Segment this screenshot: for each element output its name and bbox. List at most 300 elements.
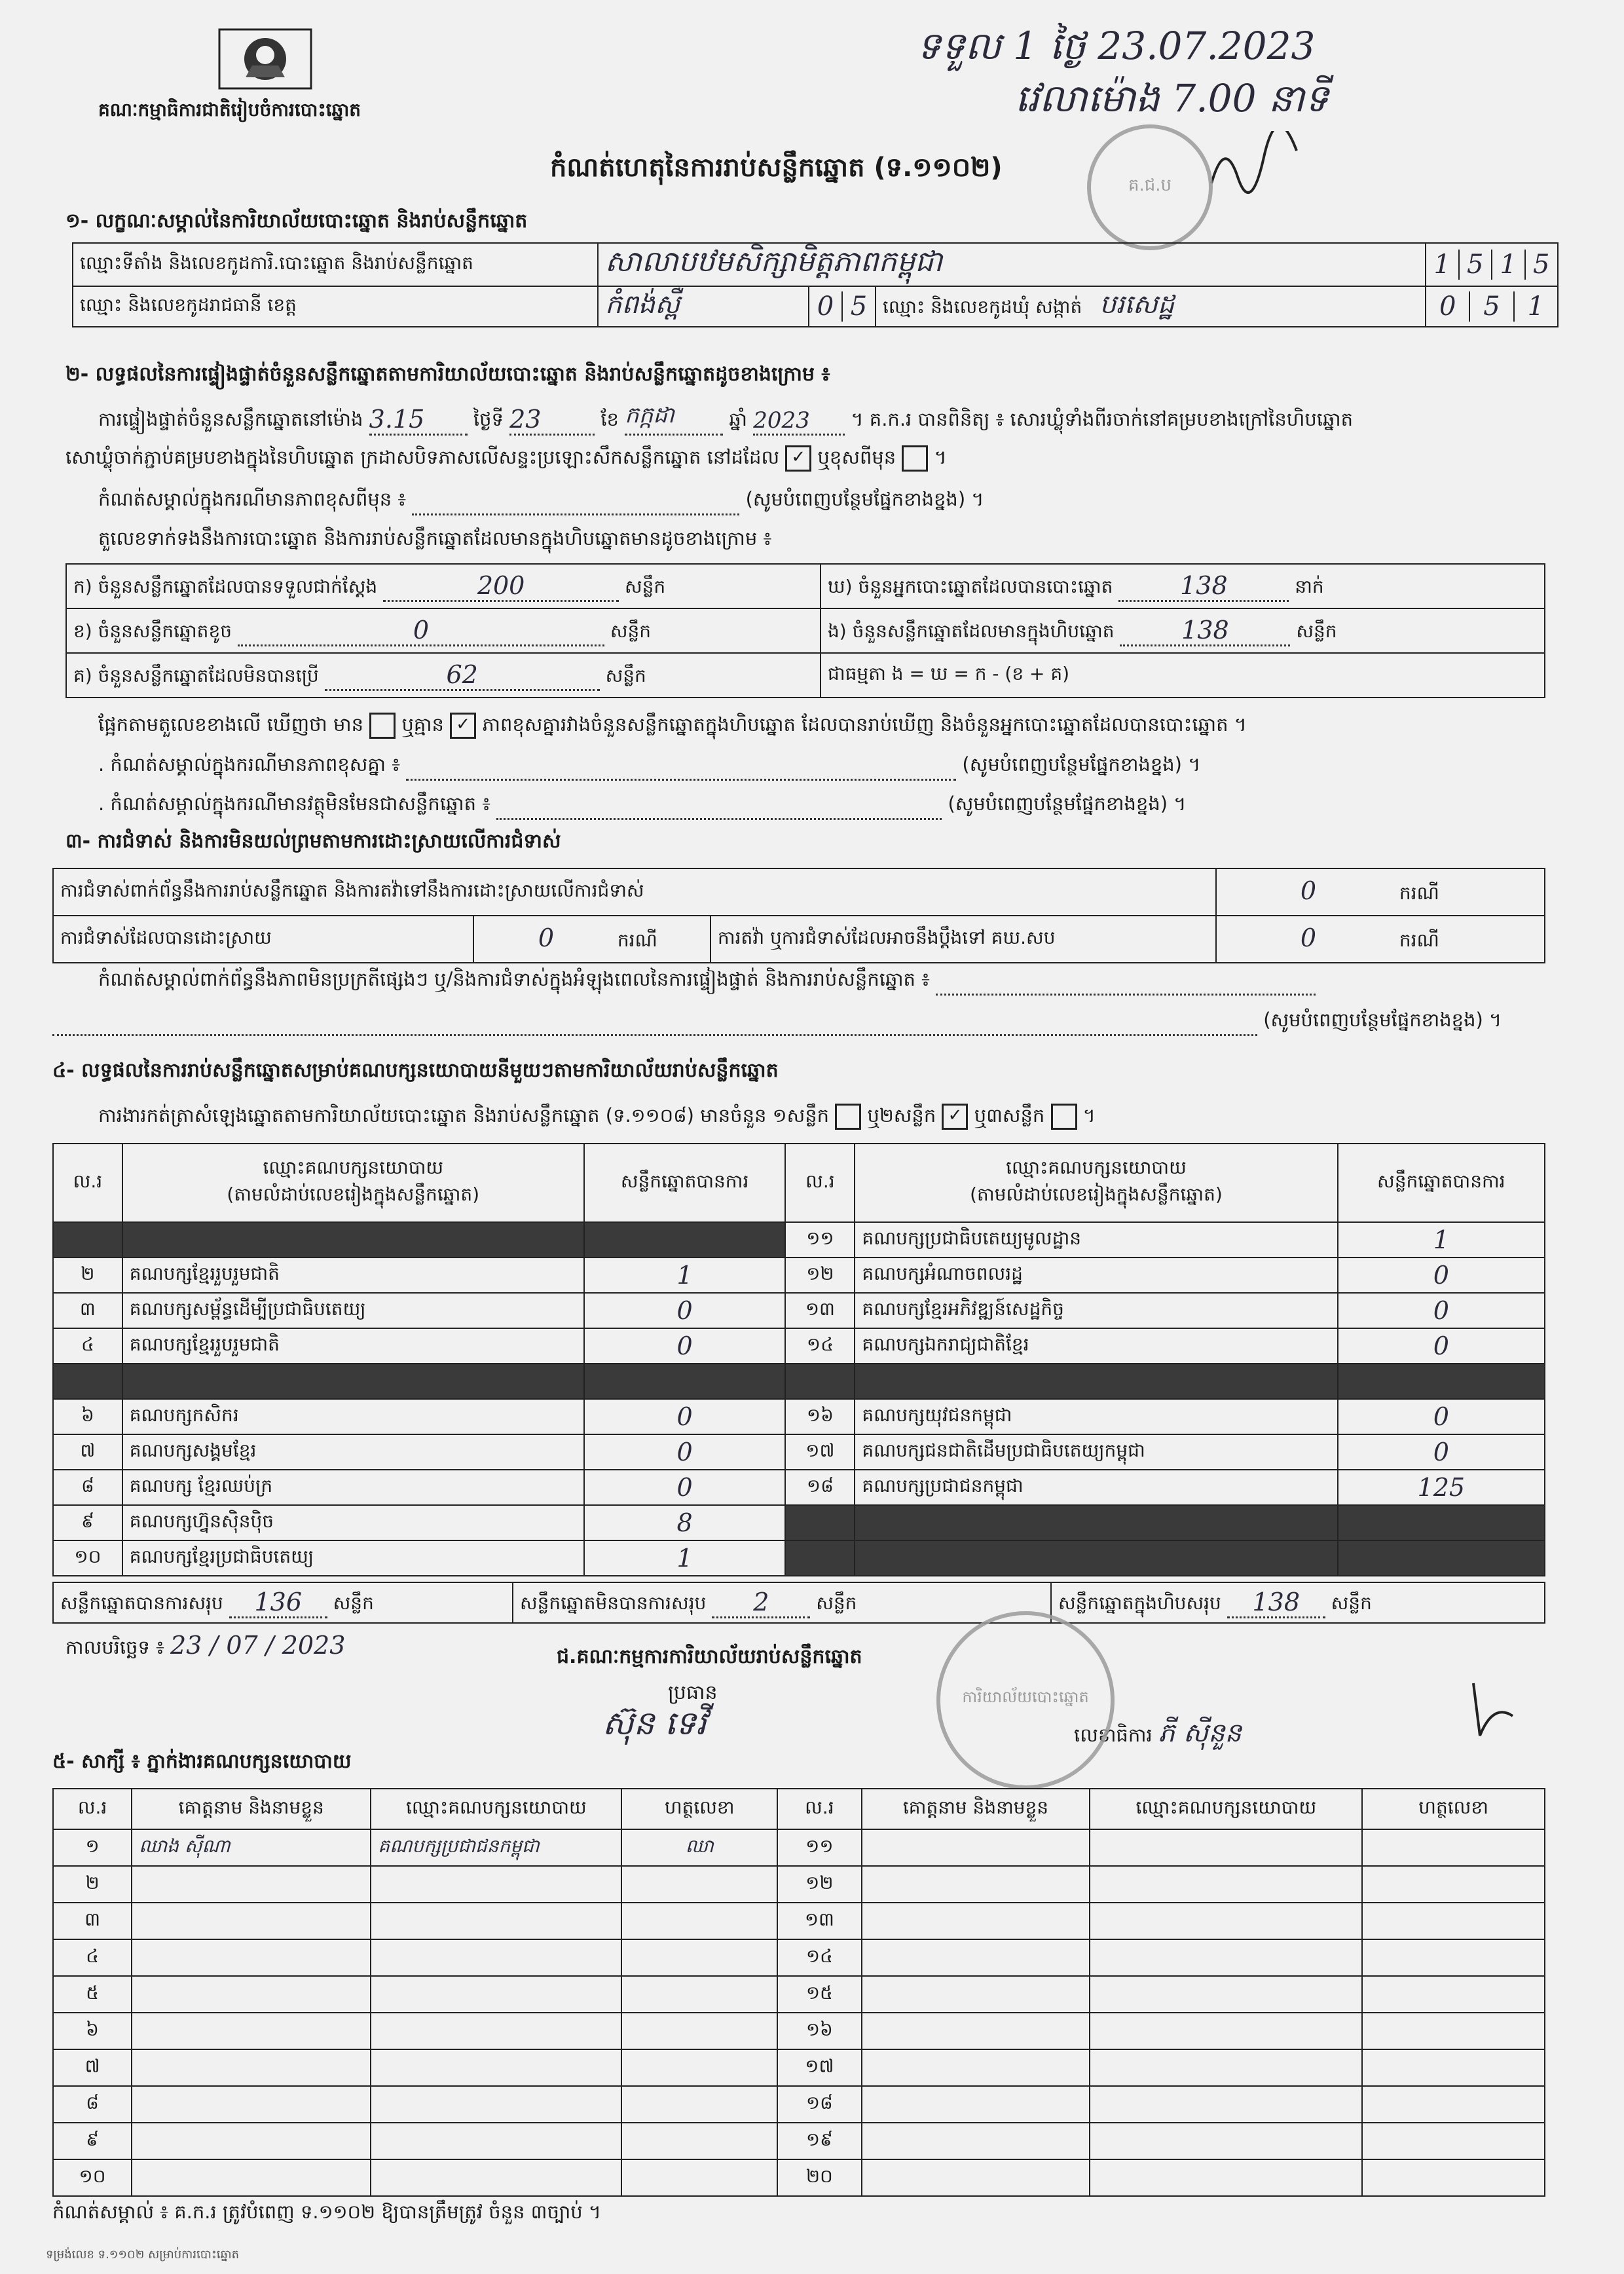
party-number: ៦ <box>53 1399 122 1434</box>
witness-name <box>862 1829 1090 1866</box>
party-votes: 1 <box>584 1540 786 1576</box>
witness-party <box>371 1866 621 1903</box>
witness-row <box>53 2123 1545 2159</box>
received-ballots-cell <box>66 564 821 608</box>
voters-value: 138 <box>1118 571 1289 602</box>
witness-row <box>53 2013 1545 2049</box>
col-party-title: ឈ្មោះគណបក្សនយោបាយ <box>1006 1157 1187 1178</box>
witness-signature <box>1362 2049 1545 2086</box>
witness-col-sign: ហត្ថលេខា <box>621 1789 777 1829</box>
tally-2-sheet-checkbox[interactable]: ✓ <box>942 1104 968 1130</box>
party-number <box>785 1540 855 1576</box>
committee-title: ជ.គណៈកម្មការការិយាល័យរាប់សន្លឹកឆ្នោត <box>557 1645 862 1668</box>
verify-month-value: កក្កដា <box>625 401 723 436</box>
col-party-left <box>122 1144 584 1222</box>
station-name-text: សាលាបឋមសិក្សាមិត្តភាពកម្ពុជា <box>605 245 943 278</box>
party-name: គណបក្សជនជាតិដើមប្រជាធិបតេយ្យកម្ពុជា <box>855 1434 1337 1470</box>
witness-table <box>52 1788 1545 2197</box>
witness-name <box>132 2013 371 2049</box>
witness-party <box>1090 1829 1362 1866</box>
section-1-heading: ១- លក្ខណៈសម្គាល់នៃការិយាល័យបោះឆ្នោត និងរាប់សន្លឹកឆ្នោត <box>65 210 528 233</box>
witness-name <box>862 2123 1090 2159</box>
party-votes: 1 <box>1338 1222 1545 1258</box>
verification-line-4: តួលេខទាក់ទងនឹងការបោះឆ្នោត និងការរាប់សន្លឹកឆ្នោតដែលមានក្នុងហិបឆ្នោតមានដូចខាងក្រោម ៖ <box>98 527 772 550</box>
secretary-label: លេខាធិការ <box>1074 1724 1153 1746</box>
case-unit: ករណី <box>1399 929 1439 951</box>
org-name: គណៈកម្មាធិការជាតិរៀបចំការបោះឆ្នោត <box>98 99 361 121</box>
case-unit: ករណី <box>1399 882 1439 904</box>
witness-signature <box>1362 2123 1545 2159</box>
tally-3-sheet-label: ឬ៣សន្លឹក <box>974 1104 1045 1127</box>
party-row <box>53 1293 1545 1328</box>
witness-col-no: ល.រ <box>53 1789 132 1829</box>
witness-row <box>53 1939 1545 1976</box>
nec-logo-icon <box>216 26 314 92</box>
seal-unchanged-checkbox[interactable]: ✓ <box>785 445 811 472</box>
witness-name <box>132 1976 371 2013</box>
witness-signature <box>1362 1903 1545 1939</box>
resolved-cell <box>473 916 710 963</box>
seal-changed-checkbox[interactable] <box>902 445 928 472</box>
party-number: ១៦ <box>785 1399 855 1434</box>
col-votes-right: សន្លឹកឆ្នោតបានការ <box>1338 1144 1545 1222</box>
witness-col-name-right: គោត្តនាម និងនាមខ្លួន <box>862 1789 1090 1829</box>
box-total-value: 138 <box>1227 1588 1325 1618</box>
party-row <box>53 1222 1545 1258</box>
station-code-digit: 5 <box>1460 250 1493 280</box>
witness-party <box>1090 2123 1362 2159</box>
party-name: គណបក្សខ្មែររួបរួមជាតិ <box>122 1258 584 1293</box>
seal-changed-label: ឬខុសពីមុន <box>817 446 896 468</box>
difference-no-checkbox[interactable]: ✓ <box>450 713 476 739</box>
party-results-table <box>52 1143 1545 1576</box>
irregularity-note-hint: (សូមបំពេញបន្ថែមផ្នែកខាងខ្នង) ។ <box>1263 1009 1502 1031</box>
invalid-total-label: សន្លឹកឆ្នោតមិនបានការសរុប <box>520 1592 707 1614</box>
witness-number: ១៤ <box>777 1939 861 1976</box>
witness-signature <box>1362 2086 1545 2123</box>
province-code-digit: 5 <box>850 291 868 322</box>
witness-row <box>53 1866 1545 1903</box>
witness-party <box>1090 2086 1362 2123</box>
receipt-line-2: វេលាម៉ោង 7.00 នាទី <box>1015 76 1329 121</box>
party-name: គណបក្សសង្គមខ្មែរ <box>122 1434 584 1470</box>
tally-1-sheet-checkbox[interactable] <box>835 1104 861 1130</box>
party-rows <box>53 1222 1545 1576</box>
tally-3-sheet-checkbox[interactable] <box>1051 1104 1077 1130</box>
party-name: គណបក្សខ្មែររួបរួមជាតិ <box>122 1328 584 1364</box>
unused-ballots-label: គ) ចំនួនសន្លឹកឆ្នោតដែលមិនបានប្រើ <box>73 664 319 686</box>
witness-col-name: គោត្តនាម និងនាមខ្លួន <box>132 1789 371 1829</box>
witness-col-party: ឈ្មោះគណបក្សនយោបាយ <box>371 1789 621 1829</box>
unused-ballots-value: 62 <box>325 660 600 691</box>
section-5-heading: ៥- សាក្សី ៖ ភ្នាក់ងារគណបក្សនយោបាយ <box>52 1750 352 1773</box>
party-votes: 0 <box>1338 1328 1545 1364</box>
party-number: ១៧ <box>785 1434 855 1470</box>
party-number: ១២ <box>785 1258 855 1293</box>
witness-party <box>371 1939 621 1976</box>
witness-row <box>53 1976 1545 2013</box>
verification-line-3 <box>98 488 984 515</box>
col-votes-left: សន្លឹកឆ្នោតបានការ <box>584 1144 786 1222</box>
commune-cell <box>876 286 1426 327</box>
commune-code-digit: 1 <box>1527 291 1545 322</box>
witness-name <box>862 1866 1090 1903</box>
col-party-subtitle: (តាមលំដាប់លេខរៀងក្នុងសន្លឹកឆ្នោត) <box>227 1184 480 1205</box>
party-row <box>53 1364 1545 1399</box>
tally-sheet-line: ការងារកត់ត្រាសំឡេងឆ្នោតតាមការិយាល័យបោះឆ្នោត និងរាប់សន្លឹកឆ្នោត (ទ.១១០៨) មានចំនួន ១សន្លឹក ឬ២សន្លឹក ✓ ឬ៣សន្លឹក ។ <box>98 1104 1096 1132</box>
witness-party <box>371 1976 621 2013</box>
witness-party: គណបក្សប្រជាជនកម្ពុជា <box>371 1829 621 1866</box>
party-number: ២ <box>53 1258 122 1293</box>
party-number: ៨ <box>53 1470 122 1505</box>
formula-text: ជាធម្មតា ង = ឃ = ក - (ខ + គ) <box>828 662 1070 684</box>
witness-number: ៨ <box>53 2086 132 2123</box>
party-name: គណបក្ស ខ្មែរឈប់ក្រ <box>122 1470 584 1505</box>
witness-number: ១៥ <box>777 1976 861 2013</box>
witness-signature <box>621 2086 777 2123</box>
verify-line-rest: ។ គ.ក.រ បានពិនិត្យ ៖ សោរឃ្លុំទាំងពីរចាក់នៅគម្របខាងក្រៅនៃហិបឆ្នោត <box>851 408 1354 430</box>
objection-table <box>52 868 1545 963</box>
witness-rows <box>53 1829 1545 2196</box>
stamp-middle <box>936 1611 1115 1789</box>
foreign-object-hint: (សូមបំពេញបន្ថែមផ្នែកខាងខ្នង) ។ <box>948 792 1187 815</box>
witness-number: ១១ <box>777 1829 861 1866</box>
witness-name <box>132 2049 371 2086</box>
party-number: ៧ <box>53 1434 122 1470</box>
witness-name <box>132 1866 371 1903</box>
witness-name <box>862 2049 1090 2086</box>
witness-signature <box>621 1866 777 1903</box>
difference-note-hint: (សូមបំពេញបន្ថែមផ្នែកខាងខ្នង) ។ <box>962 753 1201 775</box>
invalid-total-cell <box>513 1582 1051 1623</box>
station-code-digit: 1 <box>1492 250 1526 280</box>
party-number <box>53 1364 122 1399</box>
witness-signature <box>621 2123 777 2159</box>
witness-number: ៧ <box>53 2049 132 2086</box>
valid-total-cell <box>53 1582 513 1623</box>
witness-row <box>53 2159 1545 2196</box>
witness-signature <box>621 1976 777 2013</box>
spoiled-ballots-cell <box>66 608 821 653</box>
station-code-cell <box>1426 243 1558 286</box>
tally-2-sheet-label: ឬ២សន្លឹក <box>867 1104 936 1127</box>
objection-total-label: ការជំទាស់ពាក់ព័ន្ធនឹងការរាប់សន្លឹកឆ្នោត និងការតវ៉ាទៅនឹងការដោះស្រាយលើការជំទាស់ <box>53 868 1216 916</box>
unit-label: សន្លឹក <box>624 575 666 597</box>
party-name <box>122 1364 584 1399</box>
party-name <box>855 1540 1337 1576</box>
witness-party <box>371 2123 621 2159</box>
witness-signature <box>621 1903 777 1939</box>
party-row <box>53 1328 1545 1364</box>
totals-table <box>52 1582 1545 1624</box>
party-name: គណបក្សខ្មែរអភិវឌ្ឍន៍សេដ្ឋកិច្ច <box>855 1293 1337 1328</box>
objection-total-value: 0 <box>1300 876 1317 905</box>
station-identity-table <box>72 242 1559 327</box>
witness-name <box>862 1939 1090 1976</box>
party-name <box>855 1364 1337 1399</box>
ballots-in-box-value: 138 <box>1120 616 1290 646</box>
witness-party <box>1090 2013 1362 2049</box>
unit-label: សន្លឹក <box>610 620 652 642</box>
witness-signature <box>1362 1976 1545 2013</box>
party-votes <box>584 1364 786 1399</box>
stamp-middle-text: ការិយាល័យបោះឆ្នោត <box>962 1688 1089 1706</box>
witness-signature <box>1362 2013 1545 2049</box>
witness-party <box>1090 1866 1362 1903</box>
unit-label: សន្លឹក <box>333 1592 374 1614</box>
witness-name <box>132 2159 371 2196</box>
witness-number: ២ <box>53 1866 132 1903</box>
party-votes: 0 <box>1338 1399 1545 1434</box>
witness-name <box>862 2159 1090 2196</box>
party-number: ១១ <box>785 1222 855 1258</box>
witness-signature <box>1362 1866 1545 1903</box>
ballots-in-box-label: ង) ចំនួនសន្លឹកឆ្នោតដែលមានក្នុងហិបឆ្នោត <box>828 620 1115 642</box>
party-votes: 0 <box>1338 1293 1545 1328</box>
secretary-signature: ភី ស៊ីនួន <box>1158 1718 1242 1748</box>
section-3-heading: ៣- ការជំទាស់ និងការមិនយល់ព្រមតាមការដោះស្រាយលើការជំទាស់ <box>65 830 561 853</box>
witness-number: ៣ <box>53 1903 132 1939</box>
party-votes: 125 <box>1338 1470 1545 1505</box>
foreign-object-label: . កំណត់សម្គាល់ក្នុងករណីមានវត្ថុមិនមែនជាសន្លឹកឆ្នោត ៖ <box>98 792 491 815</box>
verify-time-label: ការផ្ទៀងផ្ទាត់ចំនួនសន្លឹកឆ្នោតនៅម៉ោង <box>98 408 363 430</box>
valid-total-label: សន្លឹកឆ្នោតបានការសរុប <box>60 1592 223 1614</box>
witness-name <box>862 2086 1090 2123</box>
station-code-digit: 5 <box>1533 250 1550 280</box>
commune-code-digit: 5 <box>1470 291 1514 322</box>
form-title: កំណត់ហេតុនៃការរាប់សន្លឹកឆ្នោត (ទ.១១០២) <box>550 153 1003 183</box>
witness-signature <box>621 2049 777 2086</box>
witness-number: ១៣ <box>777 1903 861 1939</box>
party-votes <box>1338 1540 1545 1576</box>
party-row <box>53 1470 1545 1505</box>
verify-month-label: ខែ <box>600 408 619 430</box>
tally-sheet-label: ការងារកត់ត្រាសំឡេងឆ្នោតតាមការិយាល័យបោះឆ្នោត និងរាប់សន្លឹកឆ្នោត (ទ.១១០៨) មានចំនួន ១សន្លឹក <box>98 1104 830 1127</box>
witness-col-party-right: ឈ្មោះគណបក្សនយោបាយ <box>1090 1789 1362 1829</box>
witness-number: ៦ <box>53 2013 132 2049</box>
witness-party <box>371 2159 621 2196</box>
party-row <box>53 1434 1545 1470</box>
witness-party <box>371 2049 621 2086</box>
col-party-title: ឈ្មោះគណបក្សនយោបាយ <box>263 1157 444 1178</box>
party-number <box>785 1364 855 1399</box>
president-signature: ស៊ុន ទេវី <box>602 1704 707 1742</box>
party-votes: 0 <box>584 1434 786 1470</box>
party-number <box>53 1222 122 1258</box>
witness-row <box>53 2049 1545 2086</box>
appeal-cell <box>1216 916 1545 963</box>
witness-party <box>1090 1939 1362 1976</box>
irregularity-note-line <box>98 968 1316 996</box>
verify-year-label: ឆ្នាំ <box>729 408 748 430</box>
witness-signature <box>1362 2159 1545 2196</box>
party-name: គណបក្សខ្មែរប្រជាធិបតេយ្យ <box>122 1540 584 1576</box>
witness-number: ១ <box>53 1829 132 1866</box>
verify-day-label: ថ្ងៃទី <box>473 408 504 430</box>
signature-mark <box>1205 131 1303 196</box>
witness-signature <box>621 2159 777 2196</box>
party-name: គណបក្សហ្វ៊ុនស៊ិនប៉ិច <box>122 1505 584 1540</box>
witness-signature <box>621 2013 777 2049</box>
witness-signature <box>1362 1829 1545 1866</box>
party-votes: 0 <box>1338 1258 1545 1293</box>
party-name: គណបក្សឯករាជ្យជាតិខ្មែរ <box>855 1328 1337 1364</box>
section-2-heading: ២- លទ្ធផលនៃការផ្ទៀងផ្ទាត់ចំនួនសន្លឹកឆ្នោតតាមការិយាល័យបោះឆ្នោត និងរាប់សន្លឹកឆ្នោតដូចខាងក្រោម ៖ <box>65 363 830 386</box>
unit-label: សន្លឹក <box>605 664 646 686</box>
appeal-value: 0 <box>1300 923 1317 952</box>
witness-number: ៥ <box>53 1976 132 2013</box>
witness-name <box>862 2013 1090 2049</box>
party-name <box>855 1505 1337 1540</box>
witness-name <box>132 1939 371 1976</box>
witness-signature <box>621 1939 777 1976</box>
invalid-total-value: 2 <box>712 1588 810 1618</box>
verify-time-value: 3.15 <box>369 405 468 436</box>
party-name: គណបក្សយុវជនកម្ពុជា <box>855 1399 1337 1434</box>
witness-name <box>132 1903 371 1939</box>
province-code-digit: 0 <box>809 291 843 322</box>
witness-number: ១០ <box>53 2159 132 2196</box>
party-number: ៣ <box>53 1293 122 1328</box>
witness-row <box>53 2086 1545 2123</box>
received-ballots-value: 200 <box>383 571 619 602</box>
witness-row <box>53 1903 1545 1939</box>
verify-day-value: 23 <box>509 405 595 436</box>
witness-number: ១៧ <box>777 2049 861 2086</box>
resolved-value: 0 <box>538 923 555 952</box>
formula-cell <box>821 653 1545 698</box>
witness-row <box>53 1829 1545 1866</box>
received-ballots-label: ក) ចំនួនសន្លឹកឆ្នោតដែលបានទទួលជាក់ស្តែង <box>73 575 378 597</box>
footnote: កំណត់សម្គាល់ ៖ គ.ក.រ ត្រូវបំពេញ ទ.១១០២ ឱ្យបានត្រឹមត្រូវ ចំនួន ៣ច្បាប់ ។ <box>52 2201 602 2223</box>
witness-col-sign-right: ហត្ថលេខា <box>1362 1789 1545 1829</box>
appeal-label: ការតវ៉ា ឬការជំទាស់ដែលអាចនឹងប្តឹងទៅ គឃ.សប <box>710 916 1216 963</box>
ballots-in-box-cell <box>821 608 1545 653</box>
voters-unit: នាក់ <box>1295 575 1324 597</box>
commune-code-cell <box>1426 286 1558 327</box>
party-votes: 1 <box>584 1258 786 1293</box>
province-text: កំពង់ស្ពឺ <box>605 289 680 320</box>
stamp-top-text: គ.ជ.ប <box>1128 176 1172 195</box>
party-votes: 0 <box>584 1470 786 1505</box>
party-number: ១៤ <box>785 1328 855 1364</box>
difference-description: ភាពខុសគ្នារវាងចំនួនសន្លឹកឆ្នោតក្នុងហិបឆ្នោត ដែលបានរាប់ឃើញ និងចំនួនអ្នកបោះឆ្នោតដែលបានបោះឆ្នោត ។ <box>482 713 1247 736</box>
witness-party <box>1090 2049 1362 2086</box>
party-name: គណបក្សអំណាចពលរដ្ឋ <box>855 1258 1337 1293</box>
witness-number: ៩ <box>53 2123 132 2159</box>
witness-name <box>132 2086 371 2123</box>
witness-number: ២០ <box>777 2159 861 2196</box>
party-row <box>53 1399 1545 1434</box>
party-row <box>53 1540 1545 1576</box>
difference-note-line <box>98 753 1200 781</box>
province-value <box>598 286 809 327</box>
handwritten-receipt-note <box>917 20 1329 124</box>
ballot-count-table <box>65 563 1545 698</box>
witness-party <box>1090 2159 1362 2196</box>
commune-value: បរសេដ្ឋ <box>1099 289 1175 320</box>
witness-number: ៤ <box>53 1939 132 1976</box>
province-label: ឈ្មោះ និងលេខកូដរាជធានី ខេត្ត <box>73 286 598 327</box>
date-line <box>65 1631 345 1664</box>
witness-number: ១២ <box>777 1866 861 1903</box>
party-votes: 0 <box>1338 1434 1545 1470</box>
secretary-signature-mark <box>1454 1677 1519 1749</box>
party-votes <box>1338 1364 1545 1399</box>
party-name: គណបក្សសម្ព័ន្ធដើម្បីប្រជាធិបតេយ្យ <box>122 1293 584 1328</box>
commune-code-digit: 0 <box>1426 291 1470 322</box>
irregularity-note-label: កំណត់សម្គាល់ពាក់ព័ន្ធនឹងភាពមិនប្រក្រតីផ្សេងៗ ឬ/និងការជំទាស់ក្នុងអំឡុងពេលនៃការផ្ទៀងផ្ទាត់ និងការរាប់សន្លឹកឆ្នោត ៖ <box>98 968 930 990</box>
party-number: ៩ <box>53 1505 122 1540</box>
diff-note-hint: (សូមបំពេញបន្ថែមផ្នែកខាងខ្នង) ។ <box>745 488 984 510</box>
witness-number: ១៨ <box>777 2086 861 2123</box>
voters-label: ឃ) ចំនួនអ្នកបោះឆ្នោតដែលបានបោះឆ្នោត <box>828 575 1113 597</box>
party-name: គណបក្សប្រជាជនកម្ពុជា <box>855 1470 1337 1505</box>
party-votes: 0 <box>584 1293 786 1328</box>
col-party-right <box>855 1144 1337 1222</box>
col-no-left: ល.រ <box>53 1144 122 1222</box>
unit-label: សន្លឹក <box>1331 1592 1372 1614</box>
party-name <box>122 1222 584 1258</box>
witness-number: ១៦ <box>777 2013 861 2049</box>
party-number: ១០ <box>53 1540 122 1576</box>
commune-label: ឈ្មោះ និងលេខកូដឃុំ សង្កាត់ <box>883 295 1082 318</box>
difference-yes-checkbox[interactable] <box>369 713 396 739</box>
party-row <box>53 1505 1545 1540</box>
stamp-top <box>1087 124 1213 250</box>
unit-label: សន្លឹក <box>1296 620 1337 642</box>
witness-name: ឈាង ស៊ីណា <box>132 1829 371 1866</box>
unused-ballots-cell <box>66 653 821 698</box>
verification-line-1 <box>98 401 1353 436</box>
witness-name <box>862 1903 1090 1939</box>
spoiled-ballots-value: 0 <box>238 616 604 646</box>
foreign-object-line <box>98 792 1186 820</box>
witness-name <box>132 2123 371 2159</box>
voters-cell <box>821 564 1545 608</box>
spoiled-ballots-label: ខ) ចំនួនសន្លឹកឆ្នោតខូច <box>73 620 232 642</box>
unit-label: សន្លឹក <box>816 1592 857 1614</box>
form-footer: ទម្រង់លេខ ទ.១១០២ សម្រាប់ការបោះឆ្នោត <box>46 2248 240 2262</box>
party-votes: 8 <box>584 1505 786 1540</box>
date-value: 23 / 07 / 2023 <box>170 1631 346 1660</box>
party-name: គណបក្សប្រជាធិបតេយ្យមូលដ្ឋាន <box>855 1222 1337 1258</box>
objection-total-cell <box>1216 868 1545 916</box>
verification-line-2: សោឃ្លុំចាក់ភ្ជាប់គម្របខាងក្នុងនៃហិបឆ្នោត ក្រដាសបិទភាសលើសន្ទះប្រឡោះសឹកសន្លឹកឆ្នោត នៅដដែល ✓ ឬខុសពីមុន ។ <box>65 445 947 474</box>
irregularity-note-line-2 <box>52 1009 1502 1036</box>
party-votes <box>1338 1505 1545 1540</box>
party-votes <box>584 1222 786 1258</box>
witness-signature: ឈា <box>621 1829 777 1866</box>
col-party-subtitle: (តាមលំដាប់លេខរៀងក្នុងសន្លឹកឆ្នោត) <box>970 1184 1223 1205</box>
witness-party <box>1090 1976 1362 2013</box>
box-total-cell <box>1051 1582 1545 1623</box>
difference-line <box>98 713 1247 741</box>
valid-total-value: 136 <box>229 1588 327 1618</box>
province-code-cell <box>809 286 876 327</box>
difference-no-label: ឬគ្មាន <box>401 713 444 736</box>
station-code-digit: 1 <box>1426 250 1460 280</box>
party-number: ៤ <box>53 1328 122 1364</box>
witness-name <box>862 1976 1090 2013</box>
witness-signature <box>1362 1939 1545 1976</box>
witness-col-no-right: ល.រ <box>777 1789 861 1829</box>
president-label: ប្រធាន <box>668 1681 718 1704</box>
diff-note-label: កំណត់សម្គាល់ក្នុងករណីមានភាពខុសពីមុន ៖ <box>98 488 407 510</box>
witness-number: ១៩ <box>777 2123 861 2159</box>
witness-party <box>371 2013 621 2049</box>
station-name-label: ឈ្មោះទីតាំង និងលេខកូដការិ.បោះឆ្នោត និងរាប់សន្លឹកឆ្នោត <box>73 243 598 286</box>
